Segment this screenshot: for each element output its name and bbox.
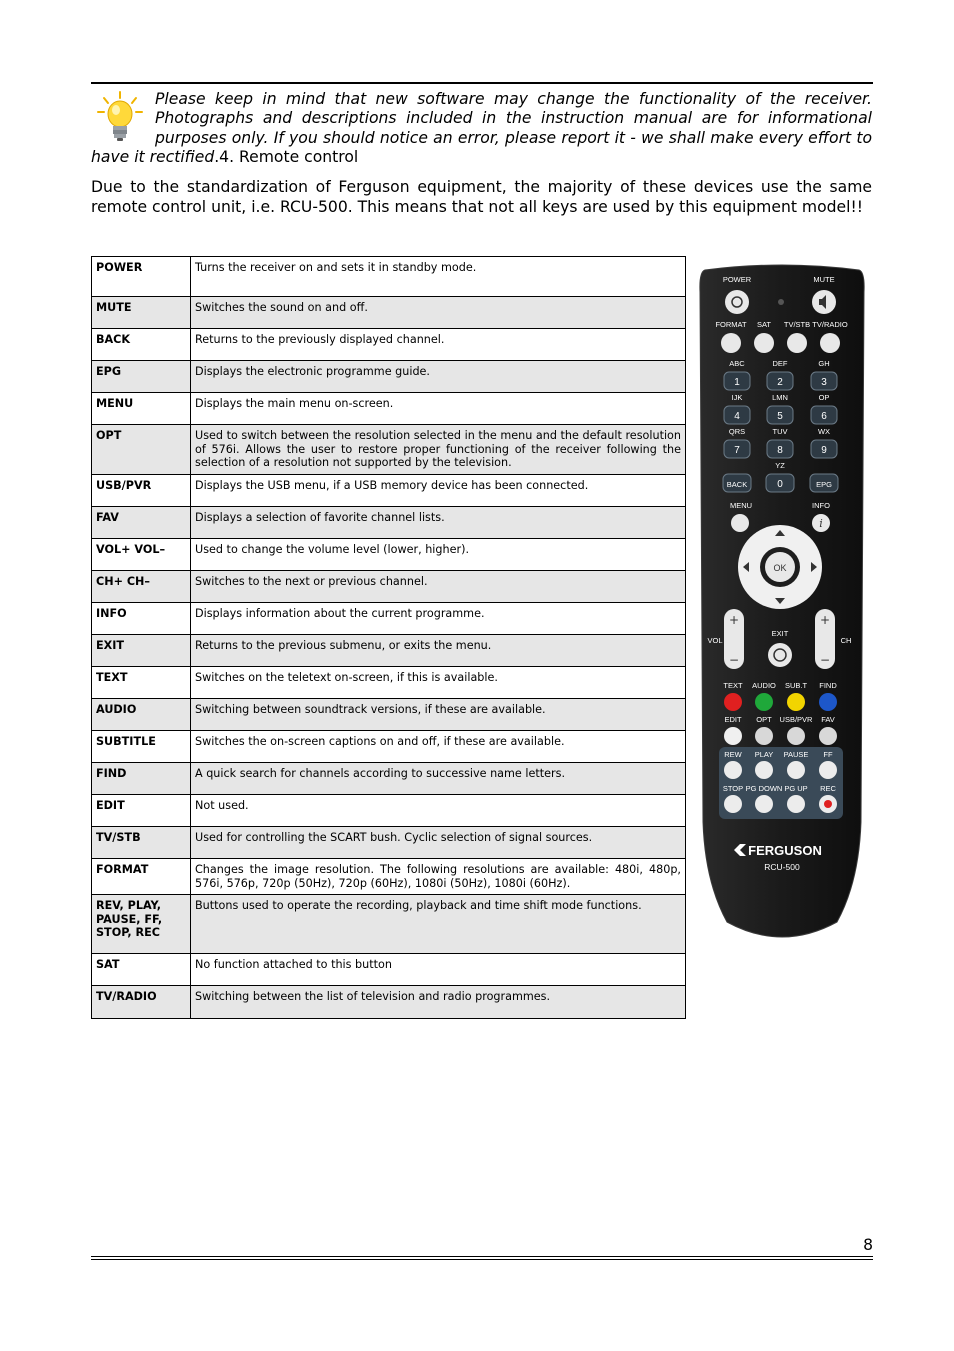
rec-label: REC <box>820 784 836 793</box>
edit-button[interactable] <box>724 727 742 745</box>
table-row <box>92 731 686 763</box>
key-description-cell: Displays the electronic programme guide. <box>191 361 686 393</box>
key-name-cell: MENU <box>92 393 191 425</box>
def-label: DEF <box>772 359 788 368</box>
model-label: RCU-500 <box>764 862 800 872</box>
key-name-cell: EXIT <box>92 635 191 667</box>
brand-logo-text: FERGUSON <box>748 843 822 858</box>
key-description-cell: Used to switch between the resolution selected in the menu and the default resolution of 576i. Allows the user to restore proper functioning of the receiver following the selection of a resolution not supported by the television. <box>191 425 686 475</box>
tvradio-button[interactable] <box>820 333 840 353</box>
stop-button[interactable] <box>724 795 742 813</box>
svg-text:i: i <box>819 517 823 530</box>
key-name-cell: OPT <box>92 425 191 475</box>
key-description-cell: Switches the on-screen captions on and off, if these are available. <box>191 731 686 763</box>
find-button[interactable] <box>819 693 837 711</box>
table-row <box>92 635 686 667</box>
audio-button[interactable] <box>755 693 773 711</box>
remote-control-image <box>697 262 867 946</box>
intro-paragraph: Due to the standardization of Ferguson equipment, the majority of these devices use the same remote control unit, i.e. RCU-500. This means that not all keys are used by this equipment model!! <box>91 178 872 216</box>
tvstb-button[interactable] <box>787 333 807 353</box>
table-row <box>92 763 686 795</box>
key-description-cell: Returns to the previously displayed channel. <box>191 329 686 361</box>
table-row <box>92 699 686 731</box>
digit-0-key-label: 0 <box>777 479 783 490</box>
bottom-rule <box>91 1256 873 1257</box>
table-row <box>92 603 686 635</box>
indicator-led <box>778 299 784 305</box>
pause-button[interactable] <box>787 761 805 779</box>
key-description-cell: Displays the USB menu, if a USB memory device has been connected. <box>191 475 686 507</box>
ijk-label: IJK <box>731 393 743 402</box>
menu-label: MENU <box>729 501 753 510</box>
ch-label: CH <box>840 636 852 645</box>
sat-label: SAT <box>756 320 772 329</box>
key-description-cell: Displays information about the current programme. <box>191 603 686 635</box>
table-row <box>92 329 686 361</box>
key-name-cell: AUDIO <box>92 699 191 731</box>
digit-6-label: 6 <box>821 411 827 422</box>
key-description-cell: Displays the main menu on-screen. <box>191 393 686 425</box>
digit-7-label: 7 <box>734 445 740 456</box>
play-button[interactable] <box>755 761 773 779</box>
key-name-cell: FAV <box>92 507 191 539</box>
key-name-cell: FIND <box>92 763 191 795</box>
svg-text:−: − <box>728 653 740 667</box>
page-number: 8 <box>863 1236 873 1254</box>
power-label: POWER <box>722 275 752 284</box>
key-name-cell: POWER <box>92 257 191 297</box>
ok-label: OK <box>773 563 787 573</box>
key-name-cell: CH+ CH– <box>92 571 191 603</box>
key-description-cell: Returns to the previous submenu, or exits the menu. <box>191 635 686 667</box>
digit-5-label: 5 <box>777 411 783 422</box>
key-name-cell: MUTE <box>92 297 191 329</box>
opt-label: OPT <box>756 715 772 724</box>
ff-button[interactable] <box>819 761 837 779</box>
key-description-cell: Buttons used to operate the recording, playback and time shift mode functions. <box>191 895 686 954</box>
op-label: OP <box>818 393 830 402</box>
pause-label: PAUSE <box>783 750 809 759</box>
vol-label: VOL <box>707 636 723 645</box>
pgup-label: PG UP <box>784 784 808 793</box>
digit-8-label: 8 <box>777 445 783 456</box>
key-name-cell: TV/STB <box>92 827 191 859</box>
key-name-cell: TEXT <box>92 667 191 699</box>
key-name-cell: SUBTITLE <box>92 731 191 763</box>
key-description-cell: Used for controlling the SCART bush. Cyclic selection of signal sources. <box>191 827 686 859</box>
table-row <box>92 667 686 699</box>
power-button[interactable] <box>725 290 749 314</box>
edit-label: EDIT <box>724 715 742 724</box>
table-row <box>92 393 686 425</box>
epg-key-label: EPG <box>816 480 832 489</box>
key-name-cell: SAT <box>92 954 191 986</box>
sat-button[interactable] <box>754 333 774 353</box>
digit-4-label: 4 <box>734 411 740 422</box>
tuv-label: TUV <box>772 427 788 436</box>
key-name-cell: REV, PLAY, PAUSE, FF, STOP, REC <box>92 895 191 954</box>
abc-label: ABC <box>729 359 745 368</box>
format-label: FORMAT <box>715 320 747 329</box>
table-row <box>92 895 686 954</box>
yz-label: YZ <box>775 461 785 470</box>
pgup-button[interactable] <box>787 795 805 813</box>
table-row <box>92 297 686 329</box>
find-label: FIND <box>819 681 837 690</box>
software-notice <box>91 90 872 168</box>
table-row <box>92 827 686 859</box>
lmn-label: LMN <box>772 393 788 402</box>
record-dot-icon <box>824 800 832 808</box>
key-description-cell: A quick search for channels according to successive name letters. <box>191 763 686 795</box>
key-name-cell: FORMAT <box>92 859 191 895</box>
rew-button[interactable] <box>724 761 742 779</box>
key-description-cell: Used to change the volume level (lower, higher). <box>191 539 686 571</box>
table-row <box>92 795 686 827</box>
usbpvr-button[interactable] <box>787 727 805 745</box>
fav-label: FAV <box>821 715 835 724</box>
back-key-label: BACK <box>726 480 748 489</box>
exit-label: EXIT <box>771 629 789 638</box>
digit-2-label: 2 <box>777 377 783 388</box>
text-button[interactable] <box>724 693 742 711</box>
key-description-cell: Not used. <box>191 795 686 827</box>
menu-button[interactable] <box>731 514 749 532</box>
subt-label: SUB.T <box>784 681 808 690</box>
table-row <box>92 954 686 986</box>
bottom-rule-secondary <box>91 1259 873 1260</box>
key-description-cell: Switches on the teletext on-screen, if this is available. <box>191 667 686 699</box>
fav-button[interactable] <box>819 727 837 745</box>
digit-3-label: 3 <box>821 377 827 388</box>
key-description-cell: Turns the receiver on and sets it in standby mode. <box>191 257 686 297</box>
table-row <box>92 257 686 297</box>
table-row <box>92 539 686 571</box>
wx-label: WX <box>817 427 831 436</box>
key-description-cell: Displays a selection of favorite channel lists. <box>191 507 686 539</box>
opt-button[interactable] <box>755 727 773 745</box>
table-row <box>92 475 686 507</box>
pgdown-label: PG DOWN <box>745 784 783 793</box>
audio-label: AUDIO <box>752 681 776 690</box>
text-label: TEXT <box>723 681 743 690</box>
key-name-cell: EPG <box>92 361 191 393</box>
table-row <box>92 986 686 1019</box>
ff-label: FF <box>823 750 833 759</box>
table-row <box>92 507 686 539</box>
play-label: PLAY <box>754 750 774 759</box>
subt-button[interactable] <box>787 693 805 711</box>
tvradio-label: TV/RADIO <box>812 320 848 329</box>
section-heading: .4. Remote control <box>214 148 359 167</box>
info-label: INFO <box>812 501 830 510</box>
rew-label: REW <box>724 750 742 759</box>
key-name-cell: INFO <box>92 603 191 635</box>
gh-label: GH <box>818 359 830 368</box>
remote-keys-table <box>91 256 686 1019</box>
qrs-label: QRS <box>728 427 746 436</box>
tvstb-label: TV/STB <box>783 320 811 329</box>
mute-label: MUTE <box>813 275 835 284</box>
digit-1-label: 1 <box>734 377 740 388</box>
key-description-cell: Changes the image resolution. The following resolutions are available: 480i, 480p, 576i, 576p, 720p (50Hz), 720p (60Hz), 1080i (50Hz), 1080i (60Hz). <box>191 859 686 895</box>
key-description-cell: Switches the sound on and off. <box>191 297 686 329</box>
format-button[interactable] <box>721 333 741 353</box>
key-name-cell: VOL+ VOL– <box>92 539 191 571</box>
svg-text:−: − <box>819 653 831 667</box>
key-description-cell: Switches to the next or previous channel. <box>191 571 686 603</box>
table-row <box>92 571 686 603</box>
key-description-cell: Switching between soundtrack versions, if these are available. <box>191 699 686 731</box>
notice-italic-text: Please keep in mind that new software may change the functionality of the receiver. Photographs and descriptions included in the instruction manual are for informational purposes only. If you should notice an error, please report it - we shall make every effort to have it rectified <box>91 90 872 167</box>
usbpvr-label: USB/PVR <box>779 715 813 724</box>
key-description-cell: No function attached to this button <box>191 954 686 986</box>
table-row <box>92 859 686 895</box>
svg-text:+: + <box>728 613 740 627</box>
table-row <box>92 425 686 475</box>
key-name-cell: USB/PVR <box>92 475 191 507</box>
svg-text:+: + <box>819 613 831 627</box>
stop-label: STOP <box>722 784 744 793</box>
top-rule <box>91 82 873 84</box>
key-name-cell: EDIT <box>92 795 191 827</box>
table-row <box>92 361 686 393</box>
key-description-cell: Switching between the list of television and radio programmes. <box>191 986 686 1019</box>
exit-button[interactable] <box>768 643 792 667</box>
digit-9-label: 9 <box>821 445 827 456</box>
pgdown-button[interactable] <box>755 795 773 813</box>
key-name-cell: BACK <box>92 329 191 361</box>
key-name-cell: TV/RADIO <box>92 986 191 1019</box>
